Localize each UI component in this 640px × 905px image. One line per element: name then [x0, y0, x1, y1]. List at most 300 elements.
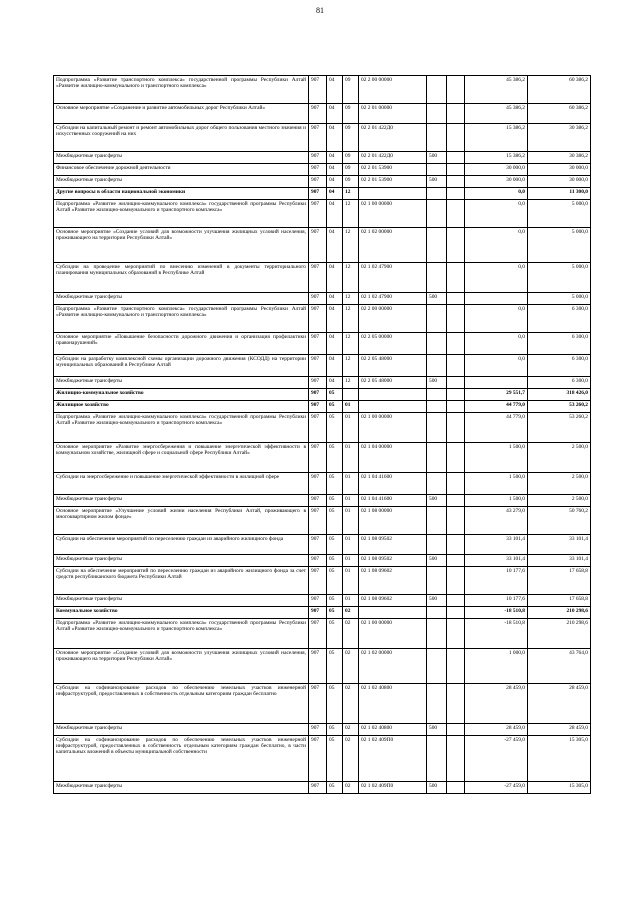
cell-name: Основное мероприятие «Создание условий для возможности улучшения жилищных условий населения, проживающего на территории Республики Алтай» — [54, 649, 309, 684]
cell-pr: 12 — [343, 188, 359, 200]
cell-vr — [427, 507, 447, 535]
cell-rz: 05 — [327, 507, 343, 535]
cell-vr — [427, 535, 447, 555]
cell-ved: 907 — [309, 649, 327, 684]
table-row — [54, 200, 591, 228]
cell-csr: 02 2 05 48000 — [359, 355, 427, 377]
cell-pr: 12 — [343, 305, 359, 333]
cell-rz: 04 — [327, 188, 343, 200]
cell-sum2: 30 386,2 — [528, 152, 591, 164]
table-row — [54, 152, 591, 164]
cell-ved: 907 — [309, 595, 327, 607]
cell-empty — [447, 401, 465, 413]
cell-ved: 907 — [309, 507, 327, 535]
cell-empty — [447, 607, 465, 619]
cell-rz: 04 — [327, 200, 343, 228]
cell-ved: 907 — [309, 188, 327, 200]
cell-empty — [447, 355, 465, 377]
cell-sum1: 10 177,6 — [465, 595, 528, 607]
table-row — [54, 401, 591, 413]
table-row — [54, 607, 591, 619]
table-row — [54, 293, 591, 305]
table-row — [54, 389, 591, 401]
cell-pr — [343, 389, 359, 401]
cell-pr: 01 — [343, 495, 359, 507]
cell-empty — [447, 555, 465, 567]
cell-ved: 907 — [309, 389, 327, 401]
cell-name: Подпрограмма «Развитие жилищно-коммунального комплекса» государственной программы Республики Алтай «Развитие жилищно-коммунального и транспортного комплекса» — [54, 619, 309, 649]
cell-pr: 09 — [343, 164, 359, 176]
table-row — [54, 188, 591, 200]
cell-name: Межбюджетные трансферты — [54, 724, 309, 736]
cell-sum2: 15 305,0 — [528, 782, 591, 794]
cell-vr — [427, 401, 447, 413]
cell-pr: 01 — [343, 473, 359, 495]
cell-pr: 02 — [343, 782, 359, 794]
cell-vr — [427, 76, 447, 104]
cell-sum1: 1 500,0 — [465, 473, 528, 495]
cell-vr: 500 — [427, 377, 447, 389]
cell-name: Межбюджетные трансферты — [54, 782, 309, 794]
table-row — [54, 736, 591, 782]
cell-name: Финансовое обеспечение дорожной деятельности — [54, 164, 309, 176]
table-row — [54, 619, 591, 649]
cell-name: Подпрограмма «Развитие жилищно-коммунального комплекса» государственной программы Республики Алтай «Развитие жилищно-коммунального и транспортного комплекса» — [54, 200, 309, 228]
cell-ved: 907 — [309, 607, 327, 619]
cell-sum2: 2 500,0 — [528, 473, 591, 495]
cell-sum2: 50 760,2 — [528, 507, 591, 535]
cell-empty — [447, 495, 465, 507]
cell-sum2: 5 000,0 — [528, 228, 591, 263]
cell-vr — [427, 619, 447, 649]
table-row — [54, 124, 591, 152]
cell-pr: 09 — [343, 176, 359, 188]
cell-ved: 907 — [309, 104, 327, 124]
cell-sum1 — [465, 377, 528, 389]
cell-sum1: 15 386,2 — [465, 152, 528, 164]
cell-ved: 907 — [309, 152, 327, 164]
cell-rz: 05 — [327, 401, 343, 413]
cell-rz: 04 — [327, 263, 343, 293]
cell-rz: 04 — [327, 76, 343, 104]
cell-sum1: 0,0 — [465, 333, 528, 355]
cell-name: Основное мероприятие «Повышение безопасности дорожного движения и организация профилактики правонарушений» — [54, 333, 309, 355]
cell-pr: 02 — [343, 724, 359, 736]
cell-sum1: 33 101,4 — [465, 555, 528, 567]
cell-csr: 02 1 02 47900 — [359, 263, 427, 293]
cell-name: Основное мероприятие «Улучшение условий жизни населения Республики Алтай, проживающего в многоквартирном жилом фонде» — [54, 507, 309, 535]
cell-vr — [427, 649, 447, 684]
cell-name: Субсидии на обеспечение мероприятий по переселению граждан из аварийного жилищного фонда за счет средств республиканского бюджета Республики Алтай — [54, 567, 309, 595]
cell-csr: 02 2 01 422Д0 — [359, 124, 427, 152]
cell-vr: 500 — [427, 595, 447, 607]
cell-pr: 02 — [343, 736, 359, 782]
table-row — [54, 305, 591, 333]
cell-rz: 05 — [327, 684, 343, 724]
cell-rz: 05 — [327, 473, 343, 495]
cell-sum2: 43 764,0 — [528, 649, 591, 684]
cell-pr: 12 — [343, 377, 359, 389]
cell-csr: 02 1 02 40800 — [359, 684, 427, 724]
cell-vr — [427, 473, 447, 495]
cell-csr: 02 1 00 00000 — [359, 200, 427, 228]
cell-csr: 02 2 05 48000 — [359, 377, 427, 389]
cell-empty — [447, 649, 465, 684]
cell-sum1: 29 551,7 — [465, 389, 528, 401]
cell-rz: 04 — [327, 293, 343, 305]
cell-pr: 09 — [343, 124, 359, 152]
cell-vr — [427, 164, 447, 176]
cell-rz: 04 — [327, 228, 343, 263]
cell-sum1: -18 510,8 — [465, 619, 528, 649]
cell-csr: 02 1 02 00000 — [359, 649, 427, 684]
cell-rz: 05 — [327, 724, 343, 736]
table-row — [54, 355, 591, 377]
table-row — [54, 176, 591, 188]
cell-ved: 907 — [309, 782, 327, 794]
cell-sum2: 5 000,0 — [528, 200, 591, 228]
cell-ved: 907 — [309, 443, 327, 473]
cell-pr: 12 — [343, 355, 359, 377]
cell-sum1: -27 459,0 — [465, 736, 528, 782]
cell-csr: 02 1 02 00000 — [359, 228, 427, 263]
cell-vr — [427, 263, 447, 293]
cell-sum2: 210 298,6 — [528, 619, 591, 649]
table-row — [54, 104, 591, 124]
cell-sum2: 2 500,0 — [528, 495, 591, 507]
cell-csr — [359, 188, 427, 200]
table-row — [54, 164, 591, 176]
cell-csr — [359, 401, 427, 413]
cell-pr: 01 — [343, 401, 359, 413]
table-row — [54, 782, 591, 794]
cell-csr: 02 2 00 00000 — [359, 76, 427, 104]
cell-name: Межбюджетные трансферты — [54, 152, 309, 164]
cell-pr: 01 — [343, 413, 359, 443]
cell-name: Межбюджетные трансферты — [54, 495, 309, 507]
cell-csr: 02 2 05 00000 — [359, 333, 427, 355]
cell-ved: 907 — [309, 355, 327, 377]
cell-vr: 500 — [427, 176, 447, 188]
cell-name: Другие вопросы в области национальной экономики — [54, 188, 309, 200]
cell-rz: 04 — [327, 377, 343, 389]
cell-sum2: 60 386,2 — [528, 104, 591, 124]
cell-name: Межбюджетные трансферты — [54, 377, 309, 389]
cell-empty — [447, 176, 465, 188]
cell-name: Межбюджетные трансферты — [54, 293, 309, 305]
cell-sum2: 15 305,0 — [528, 736, 591, 782]
cell-rz: 05 — [327, 736, 343, 782]
cell-csr — [359, 389, 427, 401]
cell-sum2: 60 386,2 — [528, 76, 591, 104]
cell-csr: 02 1 08 09502 — [359, 555, 427, 567]
budget-table — [53, 75, 591, 794]
cell-rz: 05 — [327, 649, 343, 684]
cell-csr: 02 2 01 00000 — [359, 104, 427, 124]
cell-sum2: 33 101,4 — [528, 535, 591, 555]
cell-name: Жилищно-коммунальное хозяйство — [54, 389, 309, 401]
cell-pr: 12 — [343, 263, 359, 293]
cell-pr: 01 — [343, 567, 359, 595]
cell-empty — [447, 200, 465, 228]
cell-sum2: 6 300,0 — [528, 305, 591, 333]
cell-rz: 05 — [327, 495, 343, 507]
cell-pr: 02 — [343, 649, 359, 684]
cell-name: Основное мероприятие «Создание условий для возможности улучшения жилищных условий населения, проживающего на территории Республики Алтай» — [54, 228, 309, 263]
cell-rz: 04 — [327, 333, 343, 355]
cell-name: Субсидии на обеспечение мероприятий по переселению граждан из аварийного жилищного фонда — [54, 535, 309, 555]
cell-ved: 907 — [309, 293, 327, 305]
cell-sum2: 28 459,0 — [528, 684, 591, 724]
cell-sum2: 53 260,2 — [528, 401, 591, 413]
cell-csr: 02 1 00 00000 — [359, 619, 427, 649]
cell-sum1: 0,0 — [465, 305, 528, 333]
cell-empty — [447, 473, 465, 495]
cell-ved: 907 — [309, 567, 327, 595]
cell-name: Субсидии на софинансирование расходов по обеспечению земельных участков инженерной инфраструктурой, предоставленных в собственность отдельным категориям граждан бесплатно — [54, 684, 309, 724]
cell-empty — [447, 293, 465, 305]
cell-empty — [447, 76, 465, 104]
cell-vr: 500 — [427, 293, 447, 305]
cell-ved: 907 — [309, 495, 327, 507]
cell-sum1: 45 386,2 — [465, 76, 528, 104]
cell-sum1: 44 779,0 — [465, 413, 528, 443]
cell-sum2: 318 426,0 — [528, 389, 591, 401]
cell-sum2: 11 300,0 — [528, 188, 591, 200]
cell-pr: 09 — [343, 104, 359, 124]
cell-sum1: 0,0 — [465, 355, 528, 377]
cell-empty — [447, 507, 465, 535]
cell-pr: 12 — [343, 200, 359, 228]
cell-vr — [427, 104, 447, 124]
cell-empty — [447, 263, 465, 293]
cell-rz: 05 — [327, 619, 343, 649]
cell-vr — [427, 200, 447, 228]
cell-vr — [427, 443, 447, 473]
cell-csr: 02 1 08 09602 — [359, 567, 427, 595]
cell-empty — [447, 782, 465, 794]
cell-pr: 09 — [343, 152, 359, 164]
cell-pr: 02 — [343, 607, 359, 619]
cell-sum2: 5 000,0 — [528, 293, 591, 305]
cell-name: Подпрограмма «Развитие транспортного комплекса» государственной программы Республики Алтай «Развитие жилищно-коммунального и транспортного комплекса» — [54, 305, 309, 333]
cell-sum2: 17 658,8 — [528, 595, 591, 607]
cell-csr: 02 1 04 41600 — [359, 495, 427, 507]
table-row — [54, 567, 591, 595]
cell-csr: 02 1 08 09502 — [359, 535, 427, 555]
cell-ved: 907 — [309, 76, 327, 104]
cell-csr: 02 1 08 09602 — [359, 595, 427, 607]
cell-pr: 01 — [343, 555, 359, 567]
cell-empty — [447, 333, 465, 355]
cell-pr: 01 — [343, 443, 359, 473]
cell-rz: 04 — [327, 305, 343, 333]
cell-sum1: 0,0 — [465, 188, 528, 200]
cell-csr: 02 1 00 00000 — [359, 413, 427, 443]
cell-empty — [447, 595, 465, 607]
cell-sum1: 44 779,0 — [465, 401, 528, 413]
cell-csr: 02 1 02 409П0 — [359, 782, 427, 794]
cell-empty — [447, 377, 465, 389]
cell-empty — [447, 305, 465, 333]
cell-empty — [447, 535, 465, 555]
cell-vr: 500 — [427, 555, 447, 567]
cell-vr — [427, 413, 447, 443]
cell-ved: 907 — [309, 684, 327, 724]
cell-rz: 05 — [327, 443, 343, 473]
cell-rz: 05 — [327, 567, 343, 595]
cell-vr — [427, 124, 447, 152]
cell-vr: 500 — [427, 495, 447, 507]
cell-sum1: 28 459,0 — [465, 684, 528, 724]
cell-rz: 04 — [327, 164, 343, 176]
cell-name: Субсидии на энергосбережение и повышение энергетической эффективности в жилищной сфере — [54, 473, 309, 495]
cell-vr: 500 — [427, 152, 447, 164]
cell-sum2: 53 260,2 — [528, 413, 591, 443]
cell-empty — [447, 389, 465, 401]
cell-sum1: 33 101,4 — [465, 535, 528, 555]
cell-ved: 907 — [309, 619, 327, 649]
cell-sum1: 1 500,0 — [465, 443, 528, 473]
cell-sum2: 2 500,0 — [528, 443, 591, 473]
cell-name: Субсидии на софинансирование расходов по обеспечению земельных участков инженерной инфраструктурой, предоставленных в собственность отдельным категориям граждан бесплатно, в части капитальных вложений в объекты муниципальной собственности — [54, 736, 309, 782]
table-row — [54, 413, 591, 443]
table-row — [54, 228, 591, 263]
cell-rz: 04 — [327, 176, 343, 188]
cell-sum1: -27 459,0 — [465, 782, 528, 794]
cell-ved: 907 — [309, 473, 327, 495]
table-row — [54, 495, 591, 507]
cell-pr: 01 — [343, 507, 359, 535]
cell-rz: 05 — [327, 607, 343, 619]
cell-name: Субсидии на проведение мероприятий по внесению изменений в документы территориального планирования муниципальных образований в Республике Алтай — [54, 263, 309, 293]
cell-empty — [447, 684, 465, 724]
cell-sum1: 43 279,0 — [465, 507, 528, 535]
cell-sum2: 210 298,6 — [528, 607, 591, 619]
cell-sum1: 30 000,0 — [465, 176, 528, 188]
cell-sum1: 0,0 — [465, 228, 528, 263]
cell-ved: 907 — [309, 736, 327, 782]
cell-pr: 01 — [343, 595, 359, 607]
cell-empty — [447, 104, 465, 124]
cell-rz: 05 — [327, 535, 343, 555]
cell-rz: 04 — [327, 104, 343, 124]
cell-sum2: 30 386,2 — [528, 124, 591, 152]
cell-rz: 05 — [327, 782, 343, 794]
cell-pr: 09 — [343, 76, 359, 104]
table-row — [54, 76, 591, 104]
table-row — [54, 507, 591, 535]
cell-vr: 500 — [427, 782, 447, 794]
cell-empty — [447, 228, 465, 263]
cell-rz: 04 — [327, 124, 343, 152]
cell-csr: 02 2 01 53900 — [359, 164, 427, 176]
cell-sum1: -18 510,8 — [465, 607, 528, 619]
table-row — [54, 473, 591, 495]
cell-ved: 907 — [309, 124, 327, 152]
cell-name: Подпрограмма «Развитие жилищно-коммунального комплекса» государственной программы Республики Алтай «Развитие жилищно-коммунального и транспортного комплекса» — [54, 413, 309, 443]
cell-name: Коммунальное хозяйство — [54, 607, 309, 619]
page-number: 81 — [316, 6, 324, 15]
cell-pr: 12 — [343, 293, 359, 305]
cell-rz: 05 — [327, 413, 343, 443]
cell-ved: 907 — [309, 176, 327, 188]
cell-ved: 907 — [309, 377, 327, 389]
table-row — [54, 649, 591, 684]
cell-empty — [447, 619, 465, 649]
cell-pr: 02 — [343, 684, 359, 724]
cell-name: Подпрограмма «Развитие транспортного комплекса» государственной программы Республики Алтай «Развитие жилищно-коммунального и транспортного комплекса» — [54, 76, 309, 104]
cell-rz: 05 — [327, 595, 343, 607]
cell-vr — [427, 736, 447, 782]
cell-csr: 02 2 00 00000 — [359, 305, 427, 333]
cell-name: Основное мероприятие «Развитие энергосбережения и повышение энергетической эффективности в коммунальном хозяйстве, жилищной сфере и социальной сфере Республики Алтай» — [54, 443, 309, 473]
table-row — [54, 684, 591, 724]
cell-csr: 02 1 04 00000 — [359, 443, 427, 473]
cell-csr: 02 1 04 41600 — [359, 473, 427, 495]
cell-rz: 05 — [327, 389, 343, 401]
cell-name: Субсидии на капитальный ремонт и ремонт автомобильных дорог общего пользования местного значения и искусственных сооружений на них — [54, 124, 309, 152]
cell-empty — [447, 567, 465, 595]
cell-sum2: 28 459,0 — [528, 724, 591, 736]
cell-csr: 02 2 01 53900 — [359, 176, 427, 188]
cell-name: Межбюджетные трансферты — [54, 555, 309, 567]
cell-name: Жилищное хозяйство — [54, 401, 309, 413]
cell-vr — [427, 355, 447, 377]
table-row — [54, 333, 591, 355]
cell-csr — [359, 607, 427, 619]
cell-name: Межбюджетные трансферты — [54, 176, 309, 188]
cell-name: Основное мероприятие «Сохранение и развитие автомобильных дорог Республики Алтай» — [54, 104, 309, 124]
cell-vr — [427, 305, 447, 333]
cell-rz: 04 — [327, 152, 343, 164]
cell-pr: 12 — [343, 228, 359, 263]
cell-vr — [427, 389, 447, 401]
cell-ved: 907 — [309, 555, 327, 567]
table-row — [54, 377, 591, 389]
cell-sum1: 45 386,2 — [465, 104, 528, 124]
cell-sum1: 0,0 — [465, 200, 528, 228]
cell-sum2: 17 658,8 — [528, 567, 591, 595]
cell-sum2: 5 000,0 — [528, 263, 591, 293]
cell-sum2: 6 300,0 — [528, 377, 591, 389]
table-row — [54, 555, 591, 567]
cell-sum1: 10 177,6 — [465, 567, 528, 595]
cell-vr — [427, 607, 447, 619]
cell-vr — [427, 684, 447, 724]
cell-empty — [447, 124, 465, 152]
cell-sum2: 30 000,0 — [528, 164, 591, 176]
cell-ved: 907 — [309, 535, 327, 555]
table-row — [54, 724, 591, 736]
cell-sum2: 30 000,0 — [528, 176, 591, 188]
cell-rz: 05 — [327, 555, 343, 567]
cell-empty — [447, 188, 465, 200]
cell-ved: 907 — [309, 228, 327, 263]
cell-vr — [427, 188, 447, 200]
cell-ved: 907 — [309, 401, 327, 413]
cell-sum1: 30 000,0 — [465, 164, 528, 176]
cell-empty — [447, 413, 465, 443]
cell-sum2: 6 300,0 — [528, 333, 591, 355]
cell-sum1 — [465, 293, 528, 305]
cell-empty — [447, 724, 465, 736]
cell-ved: 907 — [309, 263, 327, 293]
cell-csr: 02 1 02 47900 — [359, 293, 427, 305]
cell-ved: 907 — [309, 305, 327, 333]
table-row — [54, 535, 591, 555]
cell-empty — [447, 736, 465, 782]
